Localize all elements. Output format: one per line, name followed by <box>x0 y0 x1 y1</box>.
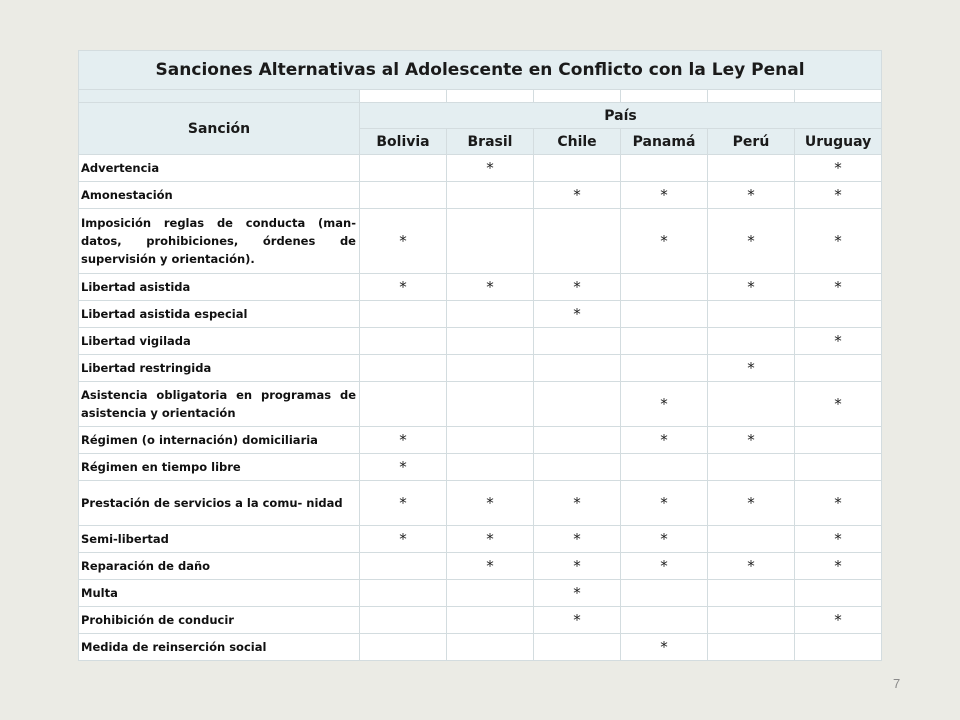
mark-cell: * <box>447 553 534 580</box>
mark-cell <box>795 454 882 481</box>
mark-cell: * <box>534 580 621 607</box>
table-body <box>79 155 882 661</box>
mark-cell: * <box>708 355 795 382</box>
mark-cell: * <box>447 526 534 553</box>
mark-cell <box>360 155 447 182</box>
table-row <box>79 526 882 553</box>
mark-cell: * <box>795 607 882 634</box>
sanction-label: Reparación de daño <box>79 553 360 580</box>
mark-cell: * <box>708 427 795 454</box>
table-row <box>79 481 882 526</box>
table-row <box>79 553 882 580</box>
mark-cell <box>360 580 447 607</box>
mark-cell: * <box>534 526 621 553</box>
mark-cell: * <box>534 481 621 526</box>
mark-cell: * <box>360 427 447 454</box>
mark-cell: * <box>360 209 447 274</box>
mark-cell <box>360 301 447 328</box>
mark-cell <box>360 553 447 580</box>
table-row <box>79 607 882 634</box>
mark-cell <box>795 634 882 661</box>
country-header-bolivia: Bolivia <box>360 129 447 155</box>
mark-cell <box>621 155 708 182</box>
mark-cell: * <box>708 209 795 274</box>
sanction-label: Libertad vigilada <box>79 328 360 355</box>
mark-cell: * <box>534 301 621 328</box>
table-row <box>79 454 882 481</box>
mark-cell <box>708 454 795 481</box>
mark-cell <box>534 382 621 427</box>
sanction-label: Multa <box>79 580 360 607</box>
mark-cell <box>708 580 795 607</box>
mark-cell: * <box>621 526 708 553</box>
mark-cell <box>360 382 447 427</box>
mark-cell: * <box>621 481 708 526</box>
mark-cell <box>447 355 534 382</box>
spacer-row <box>79 90 882 103</box>
country-header-uruguay: Uruguay <box>795 129 882 155</box>
sanctions-table <box>78 50 882 661</box>
mark-cell: * <box>621 209 708 274</box>
mark-cell <box>795 355 882 382</box>
mark-cell <box>360 182 447 209</box>
mark-cell: * <box>621 553 708 580</box>
table-row <box>79 155 882 182</box>
mark-cell <box>360 355 447 382</box>
sanction-label: Medida de reinserción social <box>79 634 360 661</box>
mark-cell: * <box>621 634 708 661</box>
mark-cell: * <box>795 155 882 182</box>
mark-cell: * <box>534 553 621 580</box>
mark-cell: * <box>534 182 621 209</box>
sanction-label: Libertad restringida <box>79 355 360 382</box>
table-row <box>79 274 882 301</box>
mark-cell <box>447 607 534 634</box>
mark-cell <box>621 328 708 355</box>
mark-cell: * <box>447 274 534 301</box>
mark-cell <box>360 607 447 634</box>
table-row <box>79 209 882 274</box>
mark-cell: * <box>447 481 534 526</box>
mark-cell <box>708 607 795 634</box>
sanction-label: Libertad asistida especial <box>79 301 360 328</box>
mark-cell <box>621 274 708 301</box>
country-header-peru: Perú <box>708 129 795 155</box>
mark-cell <box>447 209 534 274</box>
mark-cell <box>534 454 621 481</box>
mark-cell <box>621 607 708 634</box>
table-row <box>79 301 882 328</box>
mark-cell: * <box>795 382 882 427</box>
mark-cell <box>447 328 534 355</box>
mark-cell: * <box>795 182 882 209</box>
mark-cell <box>708 301 795 328</box>
mark-cell <box>795 427 882 454</box>
sanction-label: Amonestación <box>79 182 360 209</box>
sanction-label: Régimen en tiempo libre <box>79 454 360 481</box>
mark-cell: * <box>795 274 882 301</box>
country-header-chile: Chile <box>534 129 621 155</box>
mark-cell: * <box>795 328 882 355</box>
mark-cell: * <box>795 526 882 553</box>
mark-cell: * <box>708 553 795 580</box>
country-header-panama: Panamá <box>621 129 708 155</box>
mark-cell <box>708 526 795 553</box>
mark-cell <box>534 328 621 355</box>
mark-cell: * <box>360 481 447 526</box>
mark-cell: * <box>621 182 708 209</box>
mark-cell: * <box>360 274 447 301</box>
sanction-label: Prestación de servicios a la comu- nidad <box>79 481 360 526</box>
mark-cell <box>447 580 534 607</box>
sanction-label: Semi-libertad <box>79 526 360 553</box>
table-row <box>79 328 882 355</box>
mark-cell <box>621 580 708 607</box>
table-row <box>79 355 882 382</box>
mark-cell <box>447 634 534 661</box>
table-row <box>79 580 882 607</box>
sanction-label: Prohibición de conducir <box>79 607 360 634</box>
sancion-header: Sanción <box>79 103 360 155</box>
mark-cell: * <box>360 526 447 553</box>
mark-cell <box>534 155 621 182</box>
mark-cell: * <box>534 274 621 301</box>
pais-header: País <box>360 103 882 129</box>
mark-cell: * <box>795 209 882 274</box>
mark-cell <box>708 382 795 427</box>
mark-cell <box>447 182 534 209</box>
sanction-label: Libertad asistida <box>79 274 360 301</box>
mark-cell <box>708 155 795 182</box>
sanction-label: Régimen (o internación) domiciliaria <box>79 427 360 454</box>
mark-cell <box>708 328 795 355</box>
pais-row <box>79 103 882 129</box>
mark-cell: * <box>708 481 795 526</box>
sanction-label: Advertencia <box>79 155 360 182</box>
mark-cell: * <box>708 182 795 209</box>
table-row <box>79 427 882 454</box>
mark-cell: * <box>621 427 708 454</box>
title-row <box>79 51 882 90</box>
mark-cell <box>621 301 708 328</box>
mark-cell <box>447 382 534 427</box>
mark-cell <box>360 328 447 355</box>
mark-cell: * <box>447 155 534 182</box>
country-header-brasil: Brasil <box>447 129 534 155</box>
mark-cell <box>447 454 534 481</box>
mark-cell: * <box>360 454 447 481</box>
mark-cell: * <box>708 274 795 301</box>
table-row <box>79 634 882 661</box>
mark-cell: * <box>795 481 882 526</box>
mark-cell <box>534 427 621 454</box>
mark-cell <box>534 209 621 274</box>
mark-cell <box>447 301 534 328</box>
mark-cell <box>534 355 621 382</box>
table-title: Sanciones Alternativas al Adolescente en Conflicto con la Ley Penal <box>79 51 882 90</box>
mark-cell: * <box>534 607 621 634</box>
table-row <box>79 182 882 209</box>
mark-cell: * <box>621 382 708 427</box>
mark-cell <box>360 634 447 661</box>
sanction-label: Asistencia obligatoria en programas de asistencia y orientación <box>79 382 360 427</box>
mark-cell <box>447 427 534 454</box>
mark-cell <box>795 301 882 328</box>
sanction-label: Imposición reglas de conducta (man- datos, prohibiciones, órdenes de supervisión y orientación). <box>79 209 360 274</box>
mark-cell <box>534 634 621 661</box>
table-row <box>79 382 882 427</box>
mark-cell <box>621 454 708 481</box>
mark-cell <box>708 634 795 661</box>
page-number: 7 <box>893 676 901 691</box>
mark-cell: * <box>795 553 882 580</box>
mark-cell <box>795 580 882 607</box>
mark-cell <box>621 355 708 382</box>
